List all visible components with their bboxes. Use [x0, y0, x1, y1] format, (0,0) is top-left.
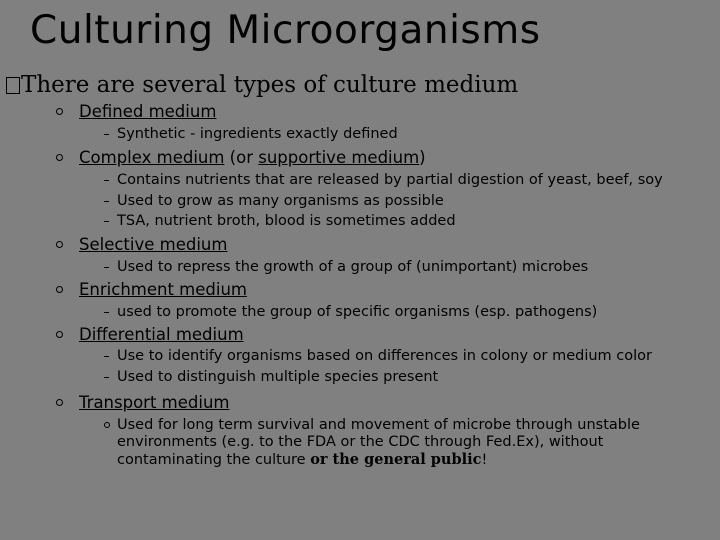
detail-line	[104, 348, 652, 364]
dash-bullet-icon	[104, 356, 109, 357]
item-label: Differential medium	[79, 325, 244, 344]
detail-text: used to promote the group of specific organisms (esp. pathogens)	[117, 304, 598, 320]
detail-text: TSA, nutrient broth, blood is sometimes added	[117, 213, 456, 229]
detail-line	[104, 304, 597, 320]
item-label-end: )	[419, 148, 426, 167]
dash-bullet-icon	[104, 134, 109, 135]
dash-bullet-icon	[104, 312, 109, 313]
circle-bullet-icon	[56, 331, 63, 338]
circle-bullet-icon	[56, 241, 63, 248]
dash-bullet-icon	[104, 377, 109, 378]
detail-line	[104, 193, 444, 209]
detail-line	[104, 213, 456, 229]
detail-line	[104, 126, 398, 142]
circle-bullet-icon	[56, 108, 63, 115]
detail-text: Contains nutrients that are released by partial digestion of yeast, beef, soy	[117, 172, 663, 188]
detail-line	[104, 259, 588, 275]
detail-bold-text: or the general public	[310, 451, 482, 468]
list-item-differential-medium	[56, 325, 244, 344]
dash-bullet-icon	[104, 267, 109, 268]
detail-end: !	[481, 452, 488, 468]
detail-text: Used to grow as many organisms as possible	[117, 193, 444, 209]
item-label-suffix: (or	[224, 148, 259, 167]
item-label: Enrichment medium	[79, 280, 247, 299]
list-item-enrichment-medium	[56, 280, 247, 299]
circle-bullet-icon	[56, 154, 63, 161]
circle-bullet-icon	[104, 422, 110, 428]
detail-text: Used for long term survival and movement of microbe through unstable environments (e.g. to the FDA or the CDC through Fed.Ex), without contaminating the culture	[117, 417, 640, 468]
detail-paragraph	[104, 417, 657, 469]
item-label: Complex medium	[79, 148, 225, 167]
detail-text-block	[117, 417, 657, 469]
detail-text: Use to identify organisms based on differences in colony or medium color	[117, 348, 652, 364]
dash-bullet-icon	[104, 201, 109, 202]
item-label: Transport medium	[79, 393, 230, 412]
circle-bullet-icon	[56, 399, 63, 406]
item-label: Selective medium	[79, 235, 228, 254]
detail-text: Synthetic - ingredients exactly defined	[117, 126, 398, 142]
detail-text: Used to repress the growth of a group of (unimportant) microbes	[117, 259, 589, 275]
intro-bullet	[6, 72, 518, 98]
list-item-transport-medium	[56, 393, 229, 412]
detail-text: Used to distinguish multiple species present	[117, 369, 439, 385]
detail-line	[104, 369, 438, 385]
slide-title: Culturing Microorganisms	[30, 8, 541, 53]
intro-text: There are several types of culture medium	[21, 72, 519, 98]
item-label: Defined medium	[79, 102, 217, 121]
list-item-complex-medium	[56, 148, 426, 167]
detail-line	[104, 172, 663, 188]
item-label-alt: supportive medium	[258, 148, 420, 167]
circle-bullet-icon	[56, 286, 63, 293]
dash-bullet-icon	[104, 221, 109, 222]
box-bullet-icon	[6, 77, 20, 94]
list-item-defined-medium	[56, 102, 216, 121]
list-item-selective-medium	[56, 235, 227, 254]
dash-bullet-icon	[104, 180, 109, 181]
